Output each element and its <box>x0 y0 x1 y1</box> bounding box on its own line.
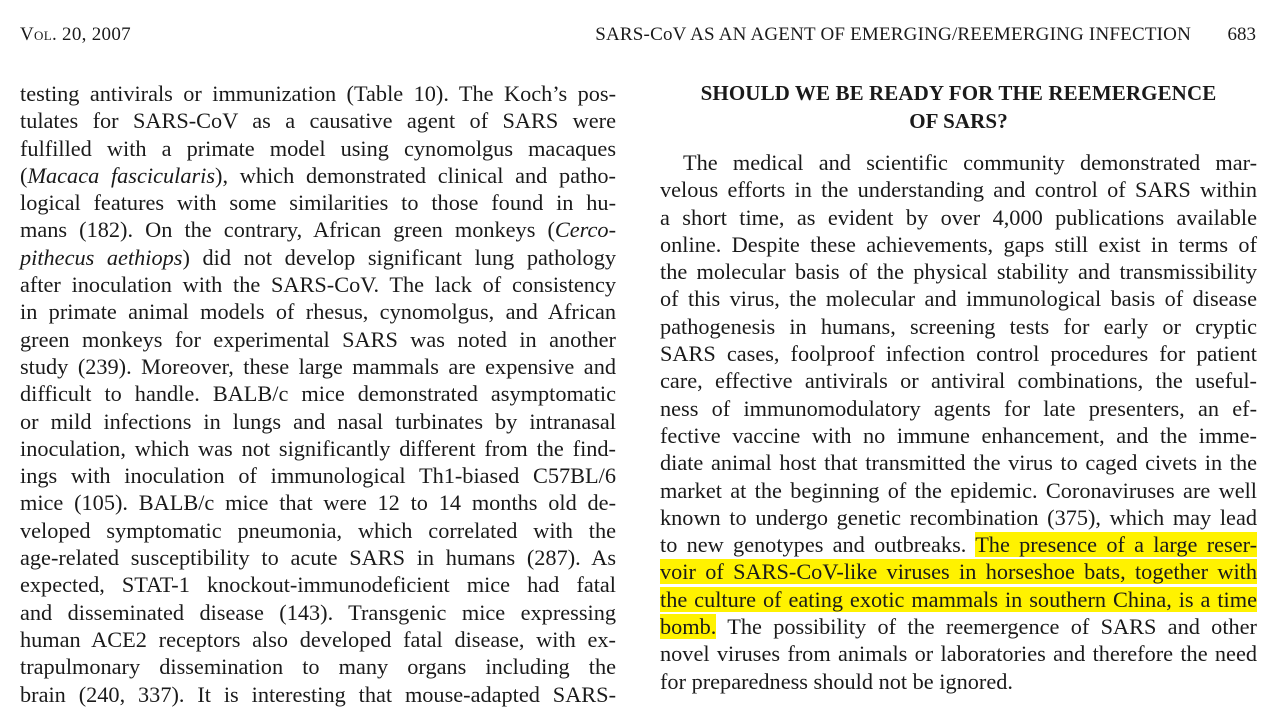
section-body-text <box>660 149 1257 695</box>
text-line <box>20 626 616 653</box>
text-run: The possibility of the reemergence of SARS and other <box>716 614 1257 640</box>
running-head <box>20 22 1256 48</box>
text-line <box>20 380 616 407</box>
text-line <box>660 149 1257 176</box>
text-line <box>20 189 616 216</box>
text-line <box>660 231 1257 258</box>
text-run: SARS cases, foolproof infection control procedures for patient <box>660 341 1257 367</box>
text-line <box>20 435 616 462</box>
text-run: study (239). Moreover, these large mammals are expensive and <box>20 353 616 379</box>
text-run: after inoculation with the SARS-CoV. The lack of consistency <box>20 272 616 298</box>
text-run: care, effective antivirals or antiviral combinations, the useful- <box>660 368 1257 394</box>
text-run: difficult to handle. BALB/c mice demonstrated asymptomatic <box>20 381 616 407</box>
text-run: ( <box>20 162 28 188</box>
section-heading <box>660 80 1257 135</box>
text-run: in primate animal models of rhesus, cynomolgus, and African <box>20 299 616 325</box>
text-line <box>660 340 1257 367</box>
text-line <box>660 640 1257 667</box>
text-line <box>660 367 1257 394</box>
text-run: inoculation, which was not significantly different from the find- <box>20 435 616 461</box>
italic-species-name: Cerco- <box>554 217 616 243</box>
text-run: to new genotypes and outbreaks. <box>660 532 976 558</box>
text-line <box>660 477 1257 504</box>
italic-species-name: pithecus aethiops <box>20 244 183 270</box>
text-line <box>20 162 616 189</box>
text-line <box>660 504 1257 531</box>
text-run: human ACE2 receptors also developed fatal disease, with ex- <box>20 626 616 652</box>
text-run: fective vaccine with no immune enhancement, and the imme- <box>660 422 1257 448</box>
section-heading-line: SHOULD WE BE READY FOR THE REEMERGENCE <box>700 81 1217 105</box>
text-run: known to undergo genetic recombination (375), which may lead <box>660 504 1257 530</box>
section-heading-line: OF SARS? <box>909 108 1008 133</box>
text-line <box>20 462 616 489</box>
running-title: SARS-CoV AS AN AGENT OF EMERGING/REEMERGING INFECTION <box>595 24 1191 45</box>
text-run: ) did not develop significant lung pathology <box>182 244 617 270</box>
left-column-text <box>20 80 616 708</box>
page-number: 683 <box>1227 24 1256 45</box>
text-run: veloped symptomatic pneumonia, which correlated with the <box>20 517 616 543</box>
text-line <box>660 395 1257 422</box>
text-line <box>660 204 1257 231</box>
text-line <box>20 244 616 271</box>
highlighted-text: bomb. <box>660 614 717 640</box>
text-line <box>660 668 1257 695</box>
text-run: The medical and scientific community demonstrated mar- <box>683 150 1257 175</box>
text-run: novel viruses from animals or laboratories and therefore the need <box>660 641 1257 667</box>
text-run: expected, STAT-1 knockout-immunodeficient mice had fatal <box>20 572 616 598</box>
text-line <box>660 613 1257 640</box>
text-line <box>660 285 1257 312</box>
text-line <box>660 422 1257 449</box>
text-run: or mild infections in lungs and nasal turbinates by intranasal <box>20 408 616 434</box>
text-line <box>660 258 1257 285</box>
text-run: the molecular basis of the physical stability and transmissibility <box>660 259 1257 285</box>
text-run: diate animal host that transmitted the virus to caged civets in the <box>660 450 1257 476</box>
text-run: pathogenesis in humans, screening tests for early or cryptic <box>660 313 1257 339</box>
text-run: age-related susceptibility to acute SARS in humans (287). As <box>20 545 616 571</box>
text-line <box>20 298 616 325</box>
text-line <box>20 517 616 544</box>
text-line <box>20 544 616 571</box>
italic-species-name: Macaca fascicularis <box>27 162 216 188</box>
text-run: ness of immunomodulatory agents for late presenters, an ef- <box>660 395 1257 421</box>
text-line <box>20 653 616 680</box>
text-line <box>660 449 1257 476</box>
text-run: green monkeys for experimental SARS was noted in another <box>20 326 616 352</box>
text-line <box>20 599 616 626</box>
text-line <box>660 176 1257 203</box>
text-run: a short time, as evident by over 4,000 publications available <box>660 204 1257 230</box>
text-run: market at the beginning of the epidemic. Coronaviruses are well <box>660 477 1257 503</box>
highlighted-text: the culture of eating exotic mammals in southern China, is a time <box>660 586 1257 612</box>
text-run: of this virus, the molecular and immunological basis of disease <box>660 286 1257 312</box>
text-line <box>20 216 616 243</box>
text-run: ings with inoculation of immunological Th1-biased C57BL/6 <box>20 463 616 489</box>
text-line <box>20 271 616 298</box>
text-line <box>20 353 616 380</box>
text-run: velous efforts in the understanding and control of SARS within <box>660 177 1257 203</box>
text-line <box>20 489 616 516</box>
highlighted-text: The presence of a large reser- <box>975 532 1257 558</box>
volume-year: Vol. 20, 2007 <box>20 24 131 45</box>
text-line <box>20 408 616 435</box>
text-line <box>20 571 616 598</box>
text-run: mice (105). BALB/c mice that were 12 to 14 months old de- <box>20 490 616 516</box>
text-run: tulates for SARS-CoV as a causative agent of SARS were <box>20 108 616 134</box>
text-line <box>20 135 616 162</box>
text-line <box>660 313 1257 340</box>
highlighted-text: voir of SARS-CoV-like viruses in horseshoe bats, together with <box>660 559 1257 585</box>
text-line <box>660 558 1257 585</box>
text-run: and disseminated disease (143). Transgenic mice expressing <box>20 599 616 625</box>
text-run: trapulmonary dissemination to many organs including the <box>20 654 616 680</box>
text-line <box>660 586 1257 613</box>
text-line <box>20 681 616 708</box>
text-run: ), which demonstrated clinical and patho- <box>215 162 616 188</box>
text-line <box>660 531 1257 558</box>
text-line <box>20 107 616 134</box>
text-run: mans (182). On the contrary, African green monkeys ( <box>20 217 555 243</box>
text-line <box>20 326 616 353</box>
text-run: logical features with some similarities to those found in hu- <box>20 190 616 216</box>
text-run: brain (240, 337). It is interesting that mouse-adapted SARS- <box>20 681 616 707</box>
text-run: online. Despite these achievements, gaps still exist in terms of <box>660 231 1257 257</box>
text-run: testing antivirals or immunization (Table 10). The Koch’s pos- <box>20 81 616 106</box>
right-column <box>660 80 1257 695</box>
text-line <box>20 80 616 107</box>
text-run: for preparedness should not be ignored. <box>660 668 1013 694</box>
text-run: fulfilled with a primate model using cynomolgus macaques <box>20 135 616 161</box>
